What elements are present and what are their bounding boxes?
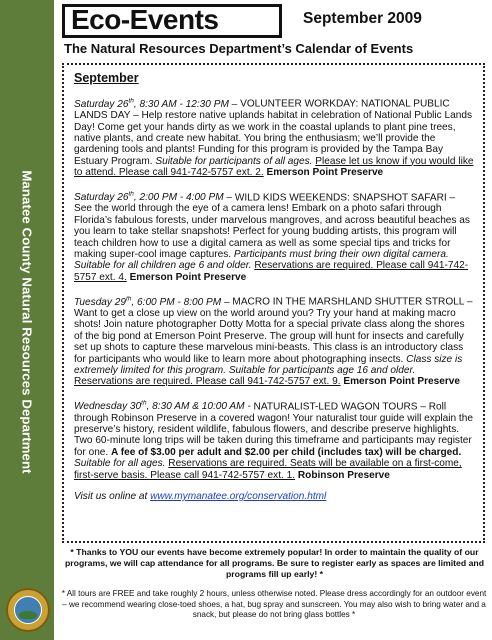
county-seal-icon	[6, 588, 50, 632]
sidebar	[0, 0, 54, 640]
event-item	[74, 95, 475, 178]
event-title: WILD KIDS WEEKENDS: SNAPSHOT SAFARI	[234, 191, 447, 203]
website-link[interactable]: www.mymanatee.org/conservation.html	[150, 491, 327, 503]
event-date: Wednesday 30th, 8:30 AM & 10:00 AM -	[74, 399, 254, 413]
event-date: Saturday 26th, 2:00 PM - 4:00 PM –	[74, 190, 235, 203]
visit-online: Visit us online at www.mymanatee.org/conservation.html	[74, 491, 327, 503]
event-description: – Help restore native uplands habitat in celebration of National Public Lands Day! Come get your hands dirty as we work in the coastal uplands to plant pine trees, native plants, and create new habitat. You bring the enthusiasm; we’ll provide the gardening tools and plants! Funding for this program is provided by the Tampa Bay Estuary Program.	[74, 110, 473, 167]
event-item	[74, 293, 475, 388]
event-reservation-link[interactable]: Reservations are required. Please call 941-742-5757 ext. 9.	[74, 376, 341, 388]
event-reservation-link[interactable]: Reservations are required. Please call 941-742-5757 ext. 4.	[74, 260, 469, 283]
event-location: Emerson Point Preserve	[266, 167, 384, 179]
page-subtitle: The Natural Resources Department’s Calendar of Events	[64, 41, 414, 56]
department-name: Manatee County Natural Resources Department	[19, 170, 35, 474]
footer-thanks-note: * Thanks to YOU our events have become extremely popular! In order to maintain the quality of our programs, we will cap attendance for all programs. Be sure to register early as spaces are limited and programs fill up early! *	[64, 547, 485, 579]
event-reservation-link[interactable]: Please let us know if you would like to attend. Please call 941-742-5757 ext. 2.	[74, 155, 474, 179]
event-fee: A fee of $3.00 per adult and $2.00 per child (includes tax) will be charged.	[111, 446, 462, 458]
event-item	[74, 189, 475, 284]
event-description: – Want to get a close up view on the world around you? Try your hand at making macro shots! Join nature photographer Dotty Motta for a special private class along the shores of the big pond at Emerson Point Preserve. The group will hunt for insects and carefully set up shots to capture these marvelous mini-beasts. This class is an introductory class for participants who would like to learn more about photographing insects.	[74, 296, 473, 365]
event-note: Suitable for all ages.	[74, 458, 166, 470]
event-location: Emerson Point Preserve	[343, 376, 461, 388]
event-location: Emerson Point Preserve	[129, 271, 247, 283]
event-location: Robinson Preserve	[297, 469, 390, 481]
footer-info-note: * All tours are FREE and take roughly 2 hours, unless otherwise noted. Please dress accordingly for an outdoor event – we recommend wearing close-toed shoes, a hat, bug spray and sunscreen. You may also wish to bring water and a snack, but please do not bring glass bottles *	[61, 589, 487, 620]
event-date: Tuesday 29th, 6:00 PM - 8:00 PM –	[74, 295, 233, 308]
event-reservation-link[interactable]: Reservations are required. Seats will be available on a first-come, first-serve basis. Please call 941-742-5757 ext. 1.	[74, 458, 462, 481]
header-title-box	[62, 4, 282, 38]
page-title: Eco-Events	[71, 4, 219, 35]
event-item	[74, 398, 475, 481]
event-note: Suitable for participants of all ages.	[155, 155, 313, 167]
event-note: Class size is extremely limited for this program. Suitable for participants age 16 and older.	[74, 353, 463, 377]
month-heading: September	[74, 71, 139, 85]
events-calendar	[62, 63, 485, 543]
issue-date: September 2009	[303, 10, 422, 27]
event-date: Saturday 26th, 8:30 AM - 12:30 PM –	[74, 97, 241, 110]
event-title: VOLUNTEER WORKDAY: NATIONAL PUBLIC LANDS DAY	[74, 98, 450, 122]
event-title: MACRO IN THE MARSHLAND SHUTTER STROLL	[232, 296, 465, 308]
event-note: Participants must bring their own digital camera. Suitable for all children age 6 and older.	[74, 249, 449, 272]
event-description: – See the world through the eye of a camera lens! Embark on a photo safari through Florida’s fabulous forests, under marvelous mangroves, and across beautiful beaches as you learn to take stellar snapshots! Perfect for young budding artists, this program will teach children how to use a digital camera as well as some special tips and tricks for making super-cool image captures.	[74, 191, 470, 260]
event-title: NATURALIST-LED WAGON TOURS	[253, 401, 418, 413]
event-description: – Roll through Robinson Preserve in a covered wagon! Your naturalist tour guide will explain the preserve’s history, resident wildlife, fabulous flowers, and describe preserve highlights. Two 60-minute long trips will be taken during this timeframe and participants may register for one.	[74, 401, 473, 458]
